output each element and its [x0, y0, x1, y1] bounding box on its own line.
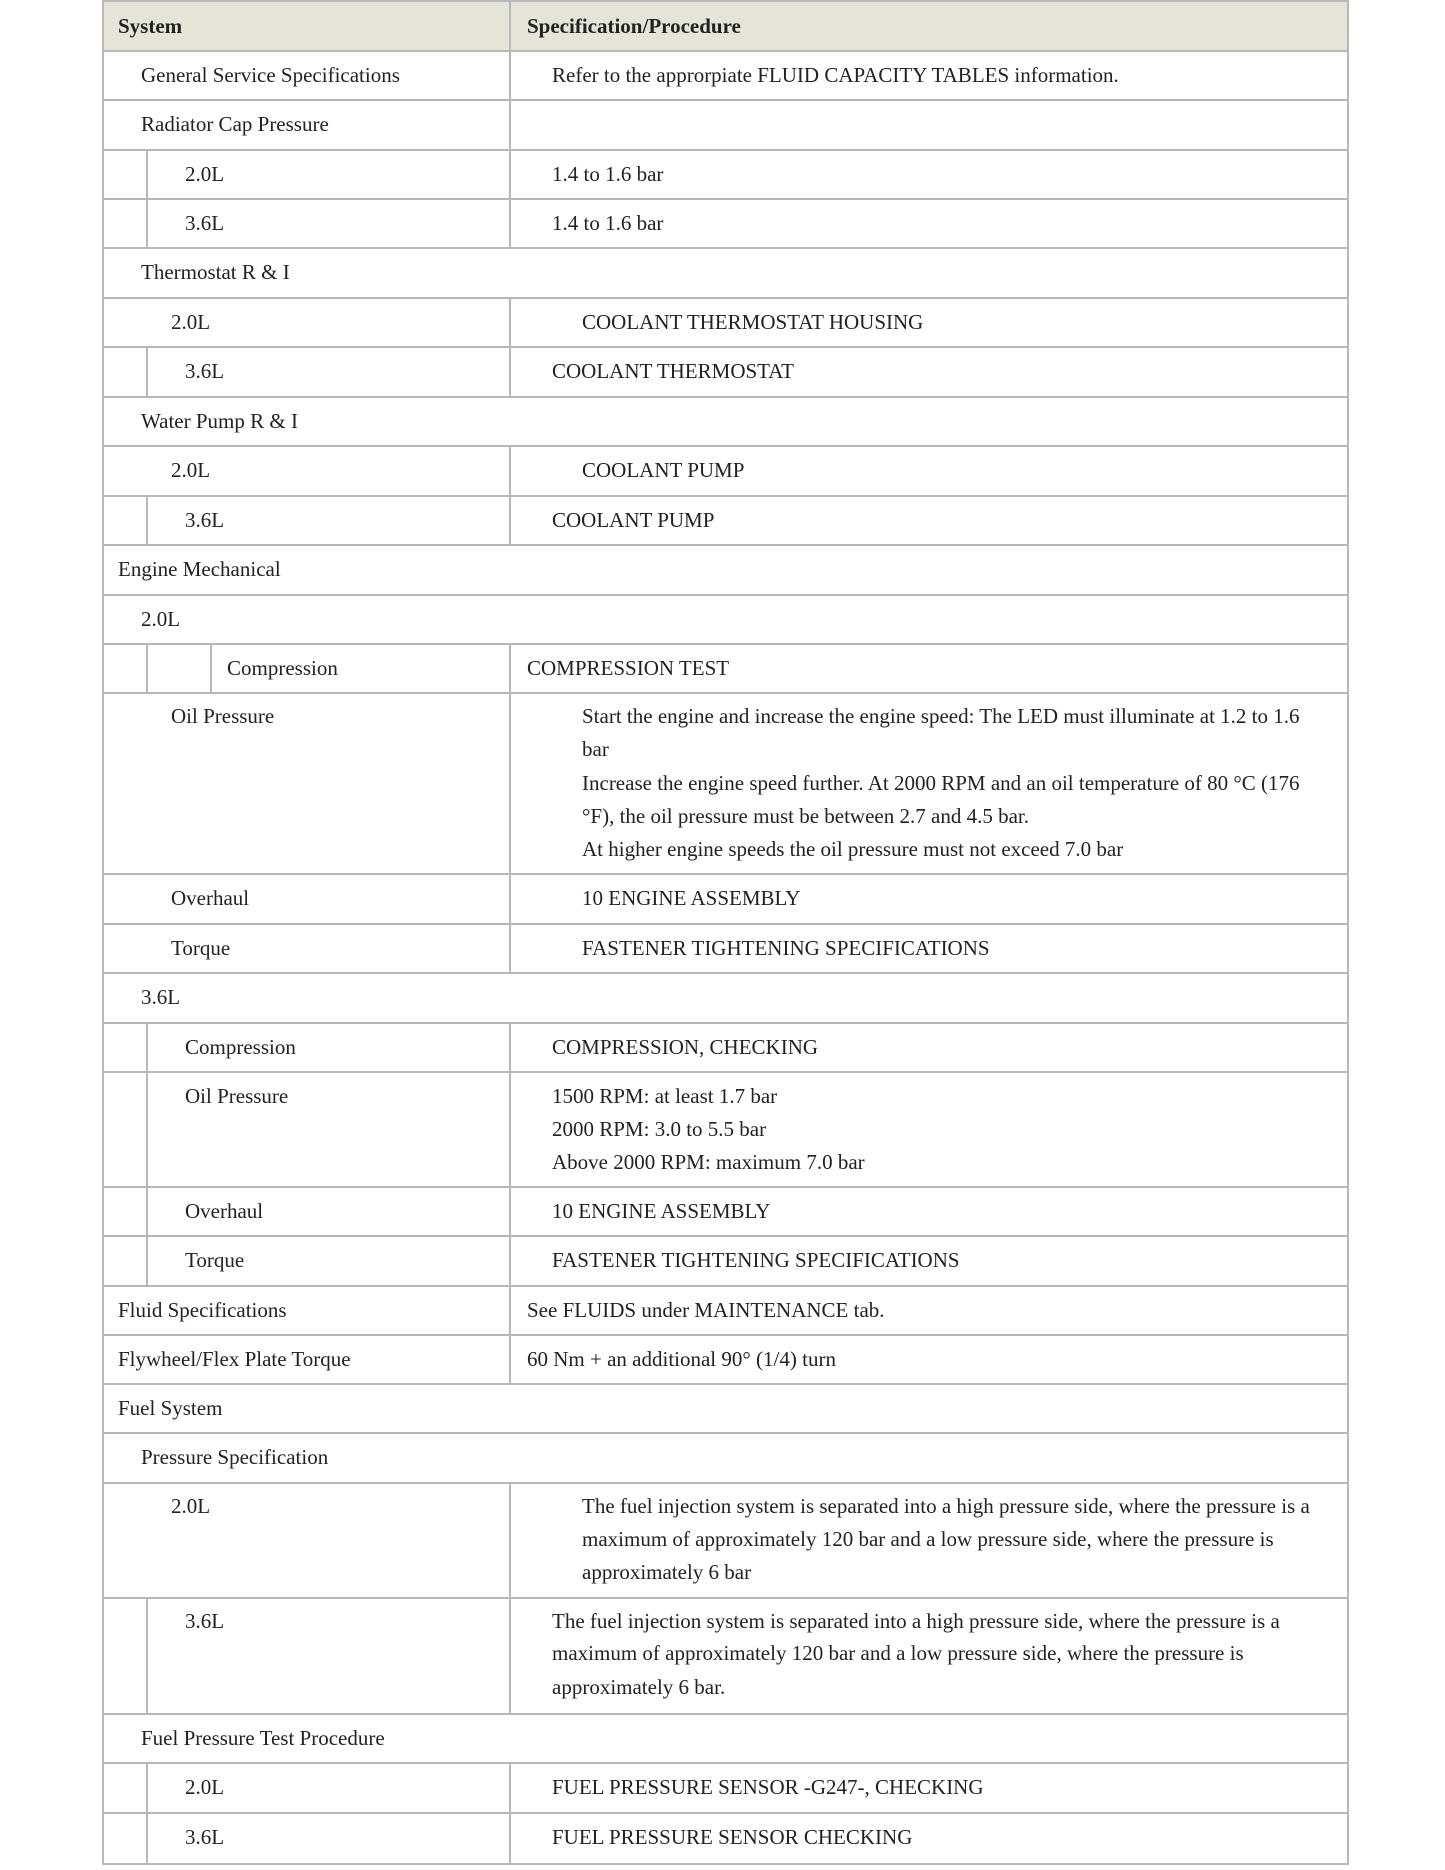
- table-row: [104, 1599, 1347, 1715]
- table-row: [104, 694, 1347, 875]
- row-spec: 1.4 to 1.6 bar: [552, 211, 664, 235]
- row-spec: COOLANT PUMP: [552, 508, 715, 532]
- row-label: Thermostat R & I: [141, 260, 290, 284]
- row-spec: FUEL PRESSURE SENSOR CHECKING: [552, 1825, 913, 1849]
- row-spec-line: The fuel injection system is separated into a high pressure side, where the pressure is a: [552, 1609, 1280, 1633]
- row-spec-line: Increase the engine speed further. At 2000 RPM and an oil temperature of 80 °C (176: [582, 771, 1300, 795]
- row-label: 2.0L: [185, 162, 225, 186]
- table-row: [104, 1764, 1347, 1814]
- row-spec-line: bar: [582, 737, 609, 761]
- table-row: [104, 249, 1347, 299]
- table-row: [104, 1434, 1347, 1484]
- row-label: Flywheel/Flex Plate Torque: [118, 1347, 351, 1371]
- table-row: [104, 1237, 1347, 1287]
- row-spec-line: approximately 6 bar: [582, 1560, 752, 1584]
- row-spec-line: maximum of approximately 120 bar and a low pressure side, where the pressure is: [552, 1641, 1244, 1665]
- row-label: General Service Specifications: [141, 63, 400, 87]
- row-spec-line: 2000 RPM: 3.0 to 5.5 bar: [552, 1117, 767, 1141]
- row-label: 3.6L: [185, 508, 225, 532]
- table-row: [104, 151, 1347, 200]
- row-spec: 1.4 to 1.6 bar: [552, 162, 664, 186]
- row-label: Torque: [171, 936, 231, 960]
- row-label: 2.0L: [171, 1494, 211, 1518]
- spec-table: [102, 0, 1349, 1865]
- table-row: [104, 299, 1347, 348]
- table-row: [104, 875, 1347, 925]
- row-spec: COMPRESSION TEST: [527, 656, 730, 680]
- row-spec: FASTENER TIGHTENING SPECIFICATIONS: [552, 1248, 960, 1272]
- row-label: Overhaul: [185, 1199, 264, 1223]
- table-row: [104, 348, 1347, 398]
- table-row: [104, 1484, 1347, 1599]
- row-label: Water Pump R & I: [141, 409, 298, 433]
- row-spec-line: °F), the oil pressure must be between 2.7 and 4.5 bar.: [582, 804, 1029, 828]
- row-label: Pressure Specification: [141, 1445, 329, 1469]
- table-row: [104, 101, 1347, 151]
- row-spec-line: 1500 RPM: at least 1.7 bar: [552, 1084, 778, 1108]
- row-label: 2.0L: [171, 458, 211, 482]
- row-spec-line: At higher engine speeds the oil pressure must not exceed 7.0 bar: [582, 837, 1124, 861]
- table-row: [104, 447, 1347, 497]
- row-label: Fuel Pressure Test Procedure: [141, 1726, 385, 1750]
- row-spec-line: maximum of approximately 120 bar and a low pressure side, where the pressure is: [582, 1527, 1274, 1551]
- row-spec: 60 Nm + an additional 90° (1/4) turn: [527, 1347, 836, 1371]
- table-row: [104, 974, 1347, 1024]
- row-spec: Refer to the approrpiate FLUID CAPACITY TABLES information.: [552, 63, 1119, 87]
- table-row: [104, 1814, 1347, 1863]
- header-spec: Specification/Procedure: [527, 14, 741, 38]
- row-label: 3.6L: [185, 211, 225, 235]
- row-spec: See FLUIDS under MAINTENANCE tab.: [527, 1298, 885, 1322]
- row-label: Fluid Specifications: [118, 1298, 287, 1322]
- row-spec: COOLANT PUMP: [582, 458, 745, 482]
- row-label: 3.6L: [141, 985, 181, 1009]
- row-spec: FUEL PRESSURE SENSOR -G247-, CHECKING: [552, 1775, 984, 1799]
- row-spec: COOLANT THERMOSTAT: [552, 359, 794, 383]
- table-row: [104, 1715, 1347, 1764]
- row-spec-line: The fuel injection system is separated into a high pressure side, where the pressure is a: [582, 1494, 1310, 1518]
- table-row: [104, 645, 1347, 694]
- table-row: [104, 925, 1347, 974]
- row-label: Engine Mechanical: [118, 557, 281, 581]
- table-row: [104, 1073, 1347, 1188]
- row-spec: 10 ENGINE ASSEMBLY: [552, 1199, 771, 1223]
- table-row: [104, 1188, 1347, 1237]
- row-label: Overhaul: [171, 886, 250, 910]
- table-row: [104, 398, 1347, 447]
- table-header: [104, 2, 1347, 52]
- row-label: Fuel System: [118, 1396, 223, 1420]
- table-row: [104, 546, 1347, 596]
- table-row: [104, 596, 1347, 645]
- row-label: Compression: [185, 1035, 296, 1059]
- row-spec-line: Start the engine and increase the engine speed: The LED must illuminate at 1.2 to 1.6: [582, 704, 1300, 728]
- row-spec: FASTENER TIGHTENING SPECIFICATIONS: [582, 936, 990, 960]
- row-label: 3.6L: [185, 359, 225, 383]
- row-spec: 10 ENGINE ASSEMBLY: [582, 886, 801, 910]
- table-row: [104, 1385, 1347, 1434]
- row-label: 2.0L: [141, 607, 181, 631]
- table-row: [104, 200, 1347, 249]
- row-spec: COOLANT THERMOSTAT HOUSING: [582, 310, 924, 334]
- table-row: [104, 52, 1347, 101]
- row-spec-line: Above 2000 RPM: maximum 7.0 bar: [552, 1150, 865, 1174]
- row-label: 2.0L: [171, 310, 211, 334]
- table-row: [104, 1024, 1347, 1073]
- table-row: [104, 1287, 1347, 1336]
- row-spec-line: approximately 6 bar.: [552, 1675, 726, 1699]
- row-spec: COMPRESSION, CHECKING: [552, 1035, 819, 1059]
- row-label: 3.6L: [185, 1825, 225, 1849]
- row-label: 3.6L: [185, 1609, 225, 1633]
- row-label: Torque: [185, 1248, 245, 1272]
- table-row: [104, 497, 1347, 546]
- row-label: Compression: [227, 656, 338, 680]
- table-row: [104, 1336, 1347, 1385]
- row-label: Radiator Cap Pressure: [141, 112, 329, 136]
- row-label: 2.0L: [185, 1775, 225, 1799]
- header-system: System: [118, 14, 183, 38]
- row-label: Oil Pressure: [171, 704, 275, 728]
- row-label: Oil Pressure: [185, 1084, 289, 1108]
